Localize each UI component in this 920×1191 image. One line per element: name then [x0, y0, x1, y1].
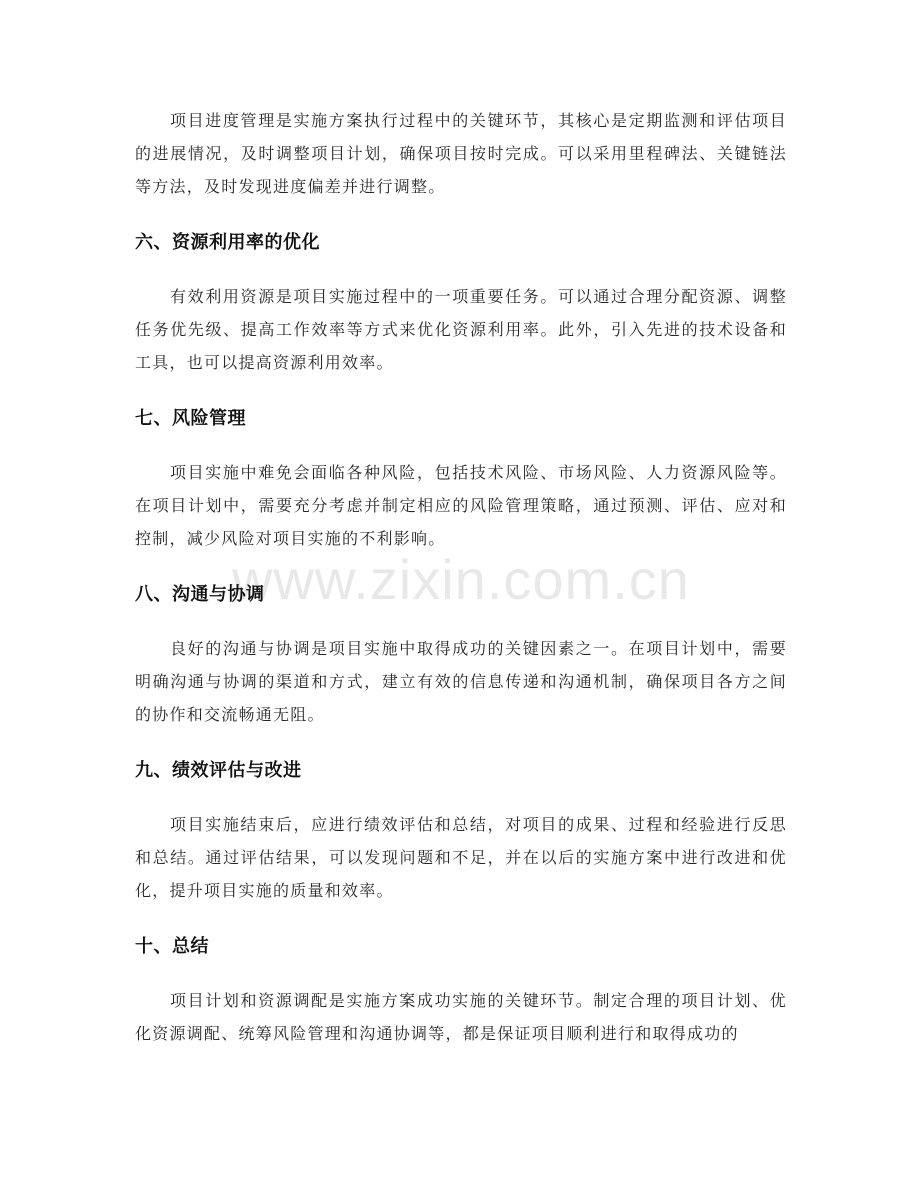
intro-paragraph: 项目进度管理是实施方案执行过程中的关键环节，其核心是定期监测和评估项目的进展情况，及时调整项目计划，确保项目按时完成。可以采用里程碑法、关键链法等方法，及时发现进度偏差并进行调整。: [135, 111, 787, 196]
section-heading-performance-evaluation: 九、绩效评估与改进: [135, 760, 302, 781]
section-paragraph-communication: 良好的沟通与协调是项目实施中取得成功的关键因素之一。在项目计划中，需要明确沟通与协调的渠道和方式，建立有效的信息传递和沟通机制，确保项目各方之间的协作和交流畅通无阻。: [135, 639, 787, 724]
section-heading-communication: 八、沟通与协调: [135, 584, 265, 605]
section-paragraph-summary: 项目计划和资源调配是实施方案成功实施的关键环节。制定合理的项目计划、优化资源调配、统筹风险管理和沟通协调等，都是保证项目顺利进行和取得成功的: [135, 991, 787, 1043]
section-heading-summary: 十、总结: [135, 936, 209, 957]
section-heading-resource-utilization: 六、资源利用率的优化: [135, 232, 320, 253]
document-body: [135, 104, 787, 1050]
section-heading-risk-management: 七、风险管理: [135, 408, 246, 429]
section-paragraph-risk-management: 项目实施中难免会面临各种风险，包括技术风险、市场风险、人力资源风险等。在项目计划中，需要充分考虑并制定相应的风险管理策略，通过预测、评估、应对和控制，减少风险对项目实施的不利影响。: [135, 463, 787, 548]
watermark-text: www.zixin.com.cn: [232, 548, 690, 611]
section-paragraph-resource-utilization: 有效利用资源是项目实施过程中的一项重要任务。可以通过合理分配资源、调整任务优先级、提高工作效率等方式来优化资源利用率。此外，引入先进的技术设备和工具，也可以提高资源利用效率。: [135, 287, 787, 372]
section-paragraph-performance-evaluation: 项目实施结束后，应进行绩效评估和总结，对项目的成果、过程和经验进行反思和总结。通过评估结果，可以发现问题和不足，并在以后的实施方案中进行改进和优化，提升项目实施的质量和效率。: [135, 815, 787, 900]
